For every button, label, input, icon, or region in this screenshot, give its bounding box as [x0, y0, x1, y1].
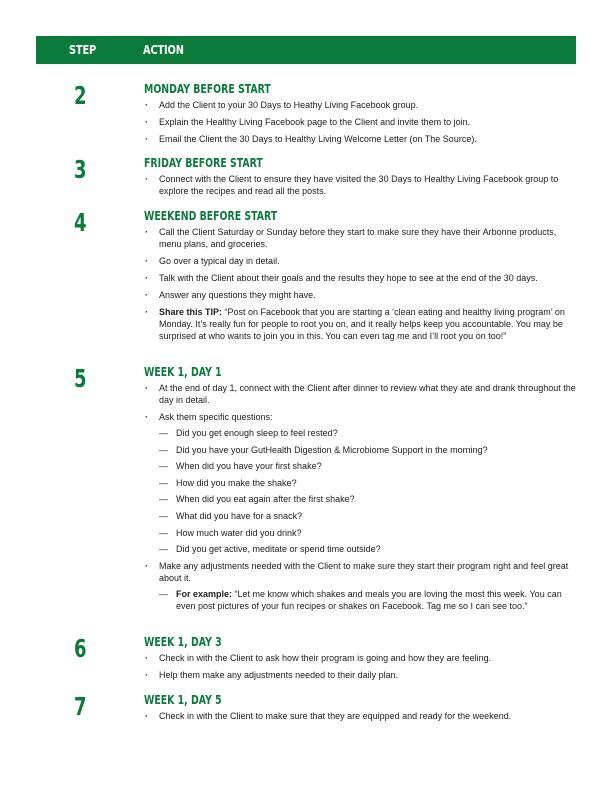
example-item [159, 588, 576, 612]
question-item: — How did you make the shake? [159, 477, 576, 489]
action-list [144, 380, 576, 617]
list-item: · Check in with the Client to ask how their program is going and how they are feeling. [144, 652, 576, 664]
question-item: — Did you get active, meditate or spend time outside? [159, 543, 576, 555]
step-number: 4 [74, 208, 87, 237]
step-number: 3 [74, 155, 87, 184]
step-number: 7 [74, 692, 87, 721]
tip-text: “Post on Facebook that you are starting a ‘clean eating and healthy living program’ on Monday. It’s really fun for people to root you on, and it really helps keep you accountable. You may be surprised at who wants to join you in this. You can even tag me and I’ll root you on too!” [159, 307, 565, 341]
list-item-tip [144, 306, 576, 342]
question-item: — What did you have for a snack? [159, 510, 576, 522]
example-text: “Let me know which shakes and meals you are loving the most this week. You can even post pictures of your fun recipes or shakes on Facebook. Tag me so I can see too.” [176, 589, 562, 612]
step-number: 6 [74, 634, 87, 663]
questions-list [159, 427, 576, 555]
example-label: For example: [176, 589, 233, 600]
step-title: WEEK 1, DAY 5 [144, 693, 222, 707]
list-item: · Add the Client to your 30 Days to Heathy Living Facebook group. [144, 99, 576, 111]
action-list [144, 171, 576, 202]
example-list [159, 588, 576, 612]
step-title: WEEK 1, DAY 3 [144, 635, 222, 649]
adjustments-text: Make any adjustments needed with the Client to make sure they start their program right and feel great about it. [159, 561, 569, 584]
action-list [144, 650, 576, 686]
list-item: · Help them make any adjustments needed to their daily plan. [144, 669, 576, 681]
list-item: · At the end of day 1, connect with the Client after dinner to review what they ate and drank throughout the day in detail. [144, 382, 576, 406]
list-item-adjustments [144, 560, 576, 612]
list-item: · Answer any questions they might have. [144, 289, 576, 301]
action-list [144, 224, 576, 347]
list-item-questions [144, 411, 576, 555]
list-item: · Explain the Healthy Living Facebook page to the Client and invite them to join. [144, 116, 576, 128]
questions-intro: Ask them specific questions: [159, 412, 273, 422]
question-item: — How much water did you drink? [159, 527, 576, 539]
step-title: FRIDAY BEFORE START [144, 156, 263, 170]
step-title: WEEKEND BEFORE START [144, 209, 278, 223]
action-column-header: ACTION [143, 43, 184, 57]
list-item: · Talk with the Client about their goals and the results they hope to see at the end of the 30 days. [144, 272, 576, 284]
question-item: — When did you have your first shake? [159, 460, 576, 472]
step-number: 5 [74, 364, 87, 393]
question-item: — Did you have your GutHealth Digestion & Microbiome Support in the morning? [159, 444, 576, 456]
step-column-header: STEP [69, 43, 97, 57]
table-header [36, 36, 576, 64]
question-item: — When did you eat again after the first shake? [159, 493, 576, 505]
step-title: WEEK 1, DAY 1 [144, 365, 222, 379]
list-item: · Connect with the Client to ensure they have visited the 30 Days to Healthy Living Facebook group to explore the recipes and read all the posts. [144, 173, 576, 197]
action-list [144, 708, 576, 727]
question-item: — Did you get enough sleep to feel rested? [159, 427, 576, 439]
action-list [144, 97, 576, 150]
list-item: · Email the Client the 30 Days to Healthy Living Welcome Letter (on The Source). [144, 133, 576, 145]
list-item: · Call the Client Saturday or Sunday before they start to make sure they have their Arbonne products, menu plans, and groceries. [144, 226, 576, 250]
step-number: 2 [74, 81, 87, 110]
list-item: · Go over a typical day in detail. [144, 255, 576, 267]
step-title: MONDAY BEFORE START [144, 82, 271, 96]
list-item: · Check in with the Client to make sure that they are equipped and ready for the weekend. [144, 710, 576, 722]
tip-label: Share this TIP: [159, 307, 223, 317]
